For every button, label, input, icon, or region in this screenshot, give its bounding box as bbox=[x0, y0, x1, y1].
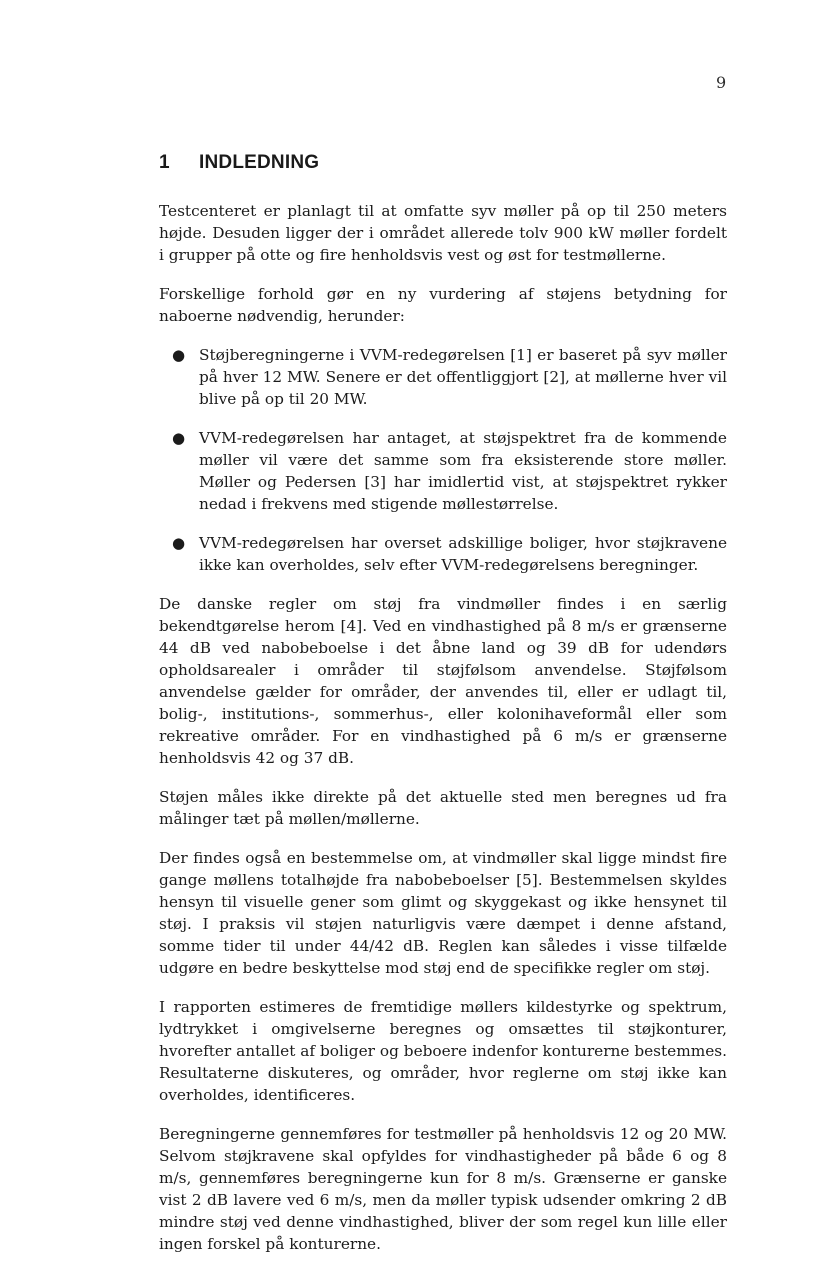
paragraph: De danske regler om støj fra vindmøller findes i en særlig bekendtgørelse herom [4]. Ved en vindhastighed på 8 m/s er grænserne 44 dB ved nabobeboelse i det åbne land og 39 dB for udendørs opholdsarealer i områder til støjfølsom anvendelse. Støjfølsom anvendelse gælder for områder, der anvendes til, eller er udlagt til, bolig-, institutions-, sommerhus-, eller kolonihaveformål eller som rekreative områder. For en vindhastighed på 6 m/s er grænserne henholdsvis 42 og 37 dB. bbox=[159, 595, 727, 767]
bullet-icon: ● bbox=[172, 429, 186, 447]
list-item bbox=[159, 344, 727, 410]
paragraph: Testcenteret er planlagt til at omfatte syv møller på op til 250 meters højde. Desuden ligger der i området allerede tolv 900 kW møller fordelt i grupper på otte og fire henholdsvis vest og øst for testmøllerne. bbox=[159, 202, 727, 264]
paragraph: Beregningerne gennemføres for testmøller på henholdsvis 12 og 20 MW. Selvom støjkravene skal opfyldes for vindhastigheder på både 6 og 8 m/s, gennemføres beregningerne kun for 8 m/s. Grænserne er ganske vist 2 dB lavere ved 6 m/s, men da møller typisk udsender omkring 2 dB mindre støj ved denne vindhastighed, bliver der som regel kun lille eller ingen forskel på konturerne. bbox=[159, 1125, 727, 1253]
body-text bbox=[159, 200, 727, 1272]
list-item bbox=[159, 532, 727, 576]
bullet-icon: ● bbox=[172, 534, 186, 552]
paragraph: Støjen måles ikke direkte på det aktuelle sted men beregnes ud fra målinger tæt på møllen/møllerne. bbox=[159, 788, 727, 828]
section-heading bbox=[159, 152, 319, 174]
bullet-icon: ● bbox=[172, 346, 186, 364]
list-item-text: VVM-redegørelsen har antaget, at støjspektret fra de kommende møller vil være det samme som fra eksisterende store møller. Møller og Pedersen [3] har imidlertid vist, at støjspektret rykker nedad i frekvens med stigende møllestørrelse. bbox=[199, 429, 727, 513]
paragraph: Der findes også en bestemmelse om, at vindmøller skal ligge mindst fire gange møllens totalhøjde fra nabobeboelser [5]. Bestemmelsen skyldes hensyn til visuelle gener som glimt og skyggekast og ikke hensynet til støj. I praksis vil støjen naturligvis være dæmpet i denne afstand, somme tider til under 44/42 dB. Reglen kan således i visse tilfælde udgøre en bedre beskyttelse mod støj end de specifikke regler om støj. bbox=[159, 849, 727, 977]
section-number: 1 bbox=[159, 152, 170, 173]
list-item-text: VVM-redegørelsen har overset adskillige boliger, hvor støjkravene ikke kan overholdes, selv efter VVM-redegørelsens beregninger. bbox=[199, 534, 727, 574]
page-number: 9 bbox=[716, 73, 727, 92]
paragraph: Forskellige forhold gør en ny vurdering af støjens betydning for naboerne nødvendig, herunder: bbox=[159, 285, 727, 325]
list-item-text: Støjberegningerne i VVM-redegørelsen [1] er baseret på syv møller på hver 12 MW. Senere er det offentliggjort [2], at møllerne hver vil blive på op til 20 MW. bbox=[199, 346, 727, 408]
bullet-list bbox=[159, 344, 727, 576]
list-item bbox=[159, 427, 727, 515]
section-title: INDLEDNING bbox=[199, 152, 320, 173]
paragraph: I rapporten estimeres de fremtidige møllers kildestyrke og spektrum, lydtrykket i omgivelserne beregnes og omsættes til støjkonturer, hvorefter antallet af boliger og beboere indenfor konturerne bestemmes. Resultaterne diskuteres, og områder, hvor reglerne om støj ikke kan overholdes, identificeres. bbox=[159, 998, 727, 1104]
